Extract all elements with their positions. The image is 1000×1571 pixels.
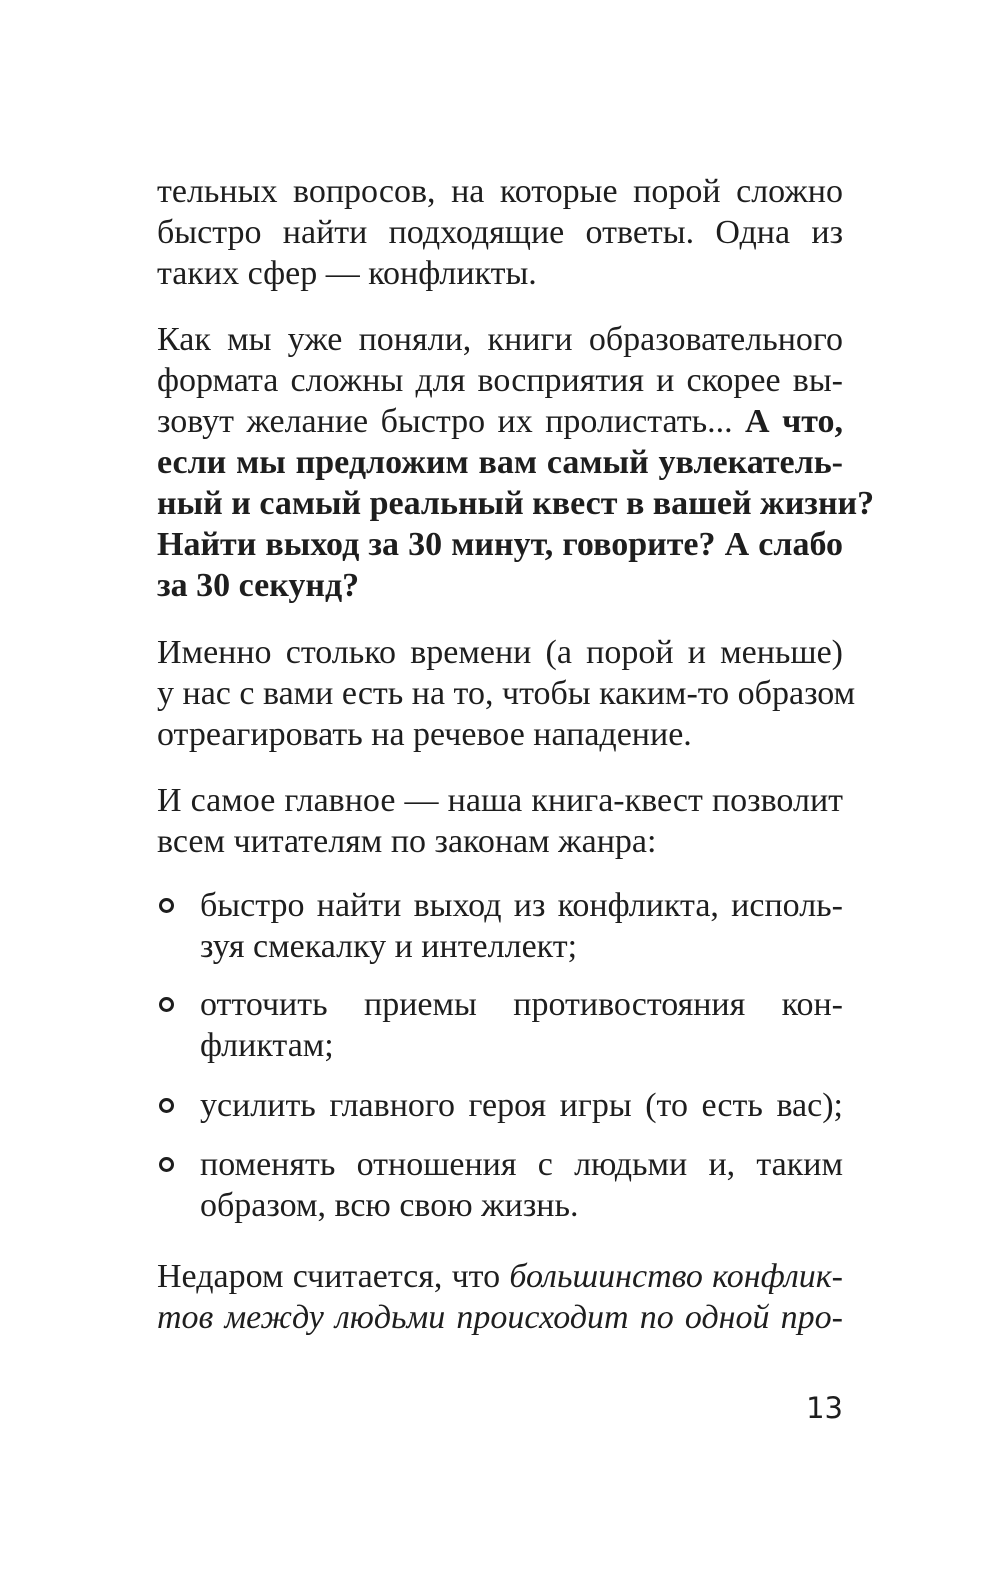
list-item-text <box>200 1144 843 1226</box>
paragraph-4 <box>157 780 843 862</box>
list-item-line: образом, всю свою жизнь. <box>200 1187 579 1224</box>
paragraph-line-mixed <box>157 401 843 442</box>
paragraph-line: всем читателям по законам жанра: <box>157 823 657 860</box>
paragraph-line: формата сложны для восприятия и скорее вы- <box>157 362 843 399</box>
paragraph-line: Именно столько времени (а порой и меньше) <box>157 634 843 671</box>
list-item-line: зуя смекалку и интеллект; <box>200 928 578 965</box>
paragraph-line: у нас с вами есть на то, чтобы каким-то образом <box>157 675 856 712</box>
italic-line: тов между людьми происходит по одной про- <box>157 1299 843 1336</box>
list-item-line: отточить приемы противостояния кон- <box>200 986 843 1023</box>
list-item-line: усилить главного героя игры (то есть вас); <box>200 1087 843 1124</box>
paragraph-5 <box>157 1256 843 1338</box>
bold-line: ный и самый реальный квест в вашей жизни? <box>157 485 875 522</box>
paragraph-3 <box>157 632 856 755</box>
book-page <box>157 0 875 1571</box>
paragraph-line: тельных вопросов, на которые порой сложно <box>157 173 843 210</box>
paragraph-line-mixed <box>157 1256 843 1297</box>
bold-line: за 30 секунд? <box>157 567 360 604</box>
circle-bullet-icon <box>159 898 174 913</box>
list-item-line: быстро найти выход из конфликта, исполь- <box>200 887 843 924</box>
list-item-text <box>200 885 843 967</box>
paragraph-line: быстро найти подходящие ответы. Одна из <box>157 214 843 251</box>
circle-bullet-icon <box>159 1157 174 1172</box>
paragraph-line: отреагировать на речевое нападение. <box>157 716 692 753</box>
list-item-text <box>200 1085 843 1126</box>
paragraph-1 <box>157 171 843 294</box>
page-number: 13 <box>806 1391 843 1425</box>
list-item-text <box>200 984 843 1066</box>
italic-text: большинство конфлик- <box>509 1258 843 1295</box>
paragraph-2 <box>157 319 875 606</box>
bold-text: А что, <box>745 403 843 440</box>
list-item-line: фликтам; <box>200 1027 334 1064</box>
plain-text: Недаром считается, что <box>157 1258 510 1295</box>
bold-line: Найти выход за 30 минут, говорите? А слабо <box>157 526 843 563</box>
plain-text: зовут желание быстро их пролистать... <box>157 403 746 440</box>
paragraph-line: Как мы уже поняли, книги образовательного <box>157 321 843 358</box>
paragraph-line: И самое главное — наша книга-квест позволит <box>157 782 843 819</box>
bold-line: если мы предложим вам самый увлекатель- <box>157 444 843 481</box>
paragraph-line: таких сфер — конфликты. <box>157 255 537 292</box>
circle-bullet-icon <box>159 1098 174 1113</box>
circle-bullet-icon <box>159 997 174 1012</box>
list-item-line: поменять отношения с людьми и, таким <box>200 1146 843 1183</box>
